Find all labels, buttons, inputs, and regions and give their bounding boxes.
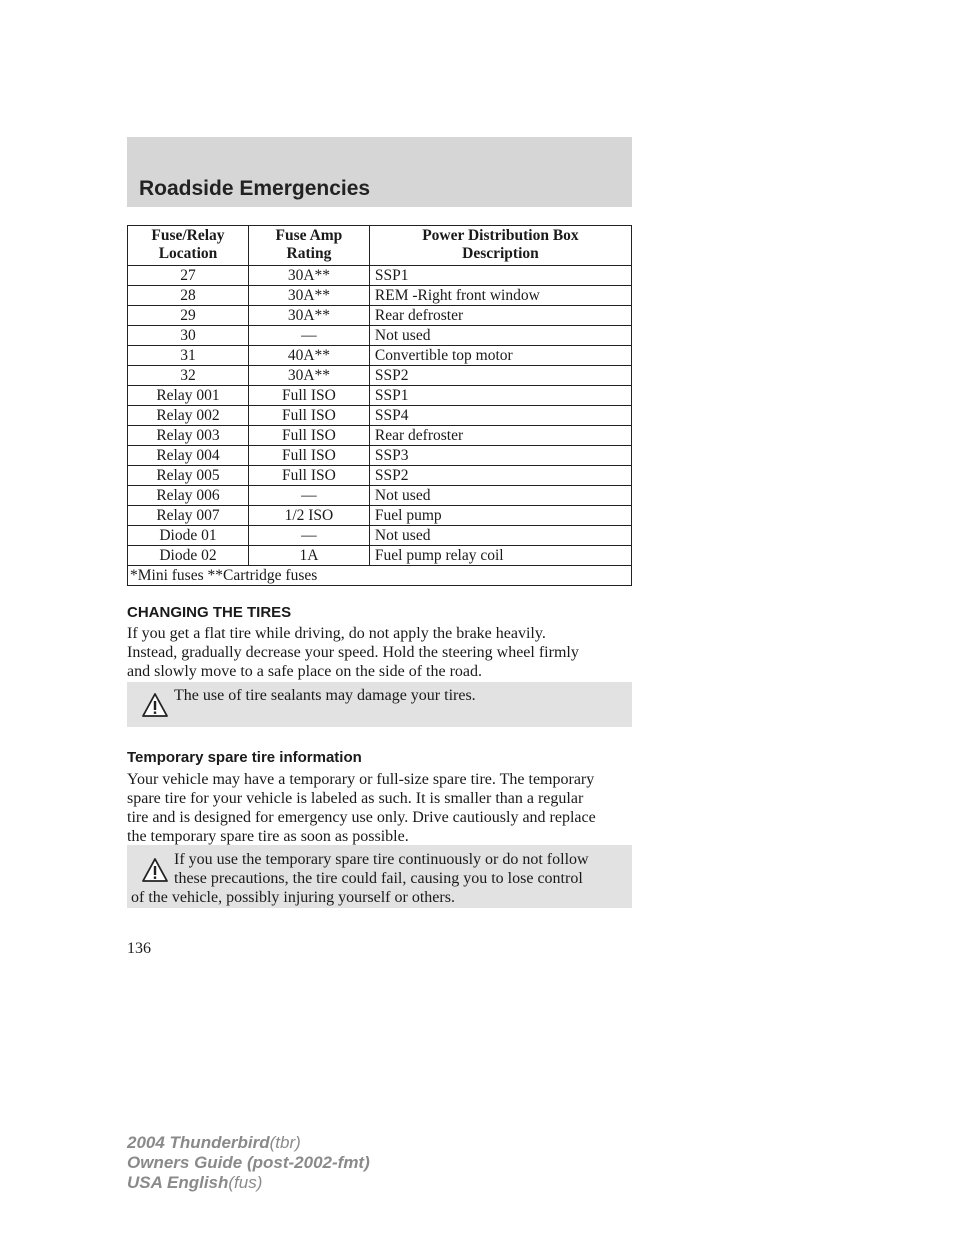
spare-tire-heading: Temporary spare tire information [127,749,362,766]
spare-tire-text: Your vehicle may have a temporary or full-size spare tire. The temporary spare tire for your vehicle is labeled as such. It is smaller than a regular tire and is designed for emergency use only. Drive cautiously and replace the temporary spare tire as soon as possible. [127,771,596,845]
table-row [128,506,632,526]
cell-location: Relay 005 [128,466,249,486]
cell-description: Rear defroster [369,306,631,326]
cell-description: Not used [369,526,631,546]
table-row [128,266,632,286]
cell-amp-rating: 30A** [248,366,369,386]
cell-amp-rating: 30A** [248,286,369,306]
cell-amp-rating: — [248,486,369,506]
fuse-table [127,225,632,586]
spare-tire-warning-line-2: these precautions, the tire could fail, causing you to lose control [174,870,583,887]
table-row [128,426,632,446]
footer-guide: Owners Guide (post-2002-fmt) [127,1153,370,1172]
table-header-row [128,226,632,266]
cell-amp-rating: 1/2 ISO [248,506,369,526]
table-row [128,366,632,386]
cell-description: Not used [369,486,631,506]
table-row [128,326,632,346]
cell-amp-rating: — [248,326,369,346]
table-row [128,526,632,546]
footer-language: USA English [127,1173,229,1192]
column-header-description: Power Distribution Box Description [369,226,631,266]
cell-location: Relay 002 [128,406,249,426]
document-footer [127,1133,370,1193]
cell-location: 31 [128,346,249,366]
sealant-warning-text: The use of tire sealants may damage your tires. [174,687,476,704]
footer-model-code: (tbr) [269,1133,301,1152]
table-row [128,306,632,326]
table-footnote-row [128,566,632,586]
cell-location: 30 [128,326,249,346]
column-header-location: Fuse/Relay Location [128,226,249,266]
cell-amp-rating: 30A** [248,306,369,326]
table-row [128,546,632,566]
table-row [128,406,632,426]
cell-amp-rating: — [248,526,369,546]
sealant-warning-box [127,682,632,727]
cell-location: 27 [128,266,249,286]
cell-amp-rating: Full ISO [248,446,369,466]
table-row [128,466,632,486]
page-number: 136 [127,940,151,957]
cell-location: Relay 001 [128,386,249,406]
cell-description: SSP2 [369,366,631,386]
cell-description: SSP1 [369,266,631,286]
table-row [128,386,632,406]
cell-location: 29 [128,306,249,326]
cell-amp-rating: Full ISO [248,386,369,406]
cell-location: Relay 006 [128,486,249,506]
cell-location: 32 [128,366,249,386]
changing-tires-text: If you get a flat tire while driving, do not apply the brake heavily. Instead, gradually decrease your speed. Hold the steering wheel firmly and slowly move to a safe place on the side of the road. [127,625,579,680]
cell-amp-rating: 30A** [248,266,369,286]
section-header [127,137,632,207]
cell-amp-rating: 1A [248,546,369,566]
cell-amp-rating: Full ISO [248,426,369,446]
column-header-amp-rating: Fuse Amp Rating [248,226,369,266]
cell-amp-rating: Full ISO [248,466,369,486]
warning-triangle-icon [141,692,169,718]
cell-location: Relay 003 [128,426,249,446]
changing-tires-heading: CHANGING THE TIRES [127,604,292,621]
cell-description: SSP2 [369,466,631,486]
cell-description: Fuel pump relay coil [369,546,631,566]
table-row [128,446,632,466]
cell-description: SSP1 [369,386,631,406]
cell-location: Diode 02 [128,546,249,566]
cell-amp-rating: Full ISO [248,406,369,426]
cell-location: Relay 004 [128,446,249,466]
cell-location: 28 [128,286,249,306]
section-title: Roadside Emergencies [139,177,371,200]
table-row [128,286,632,306]
warning-triangle-icon [141,857,169,883]
cell-description: REM -Right front window [369,286,631,306]
cell-description: Fuel pump [369,506,631,526]
spare-tire-warning-box [127,845,632,908]
table-row [128,486,632,506]
cell-description: Rear defroster [369,426,631,446]
cell-description: Convertible top motor [369,346,631,366]
cell-location: Relay 007 [128,506,249,526]
footer-model: 2004 Thunderbird [127,1133,270,1152]
cell-description: Not used [369,326,631,346]
table-row [128,346,632,366]
spare-tire-warning-line-3: of the vehicle, possibly injuring yourself or others. [131,889,455,906]
cell-description: SSP3 [369,446,631,466]
footer-language-code: (fus) [228,1173,263,1192]
spare-tire-warning-line-1: If you use the temporary spare tire continuously or do not follow [174,851,589,868]
cell-description: SSP4 [369,406,631,426]
cell-amp-rating: 40A** [248,346,369,366]
table-footnote: *Mini fuses **Cartridge fuses [128,566,632,586]
cell-location: Diode 01 [128,526,249,546]
